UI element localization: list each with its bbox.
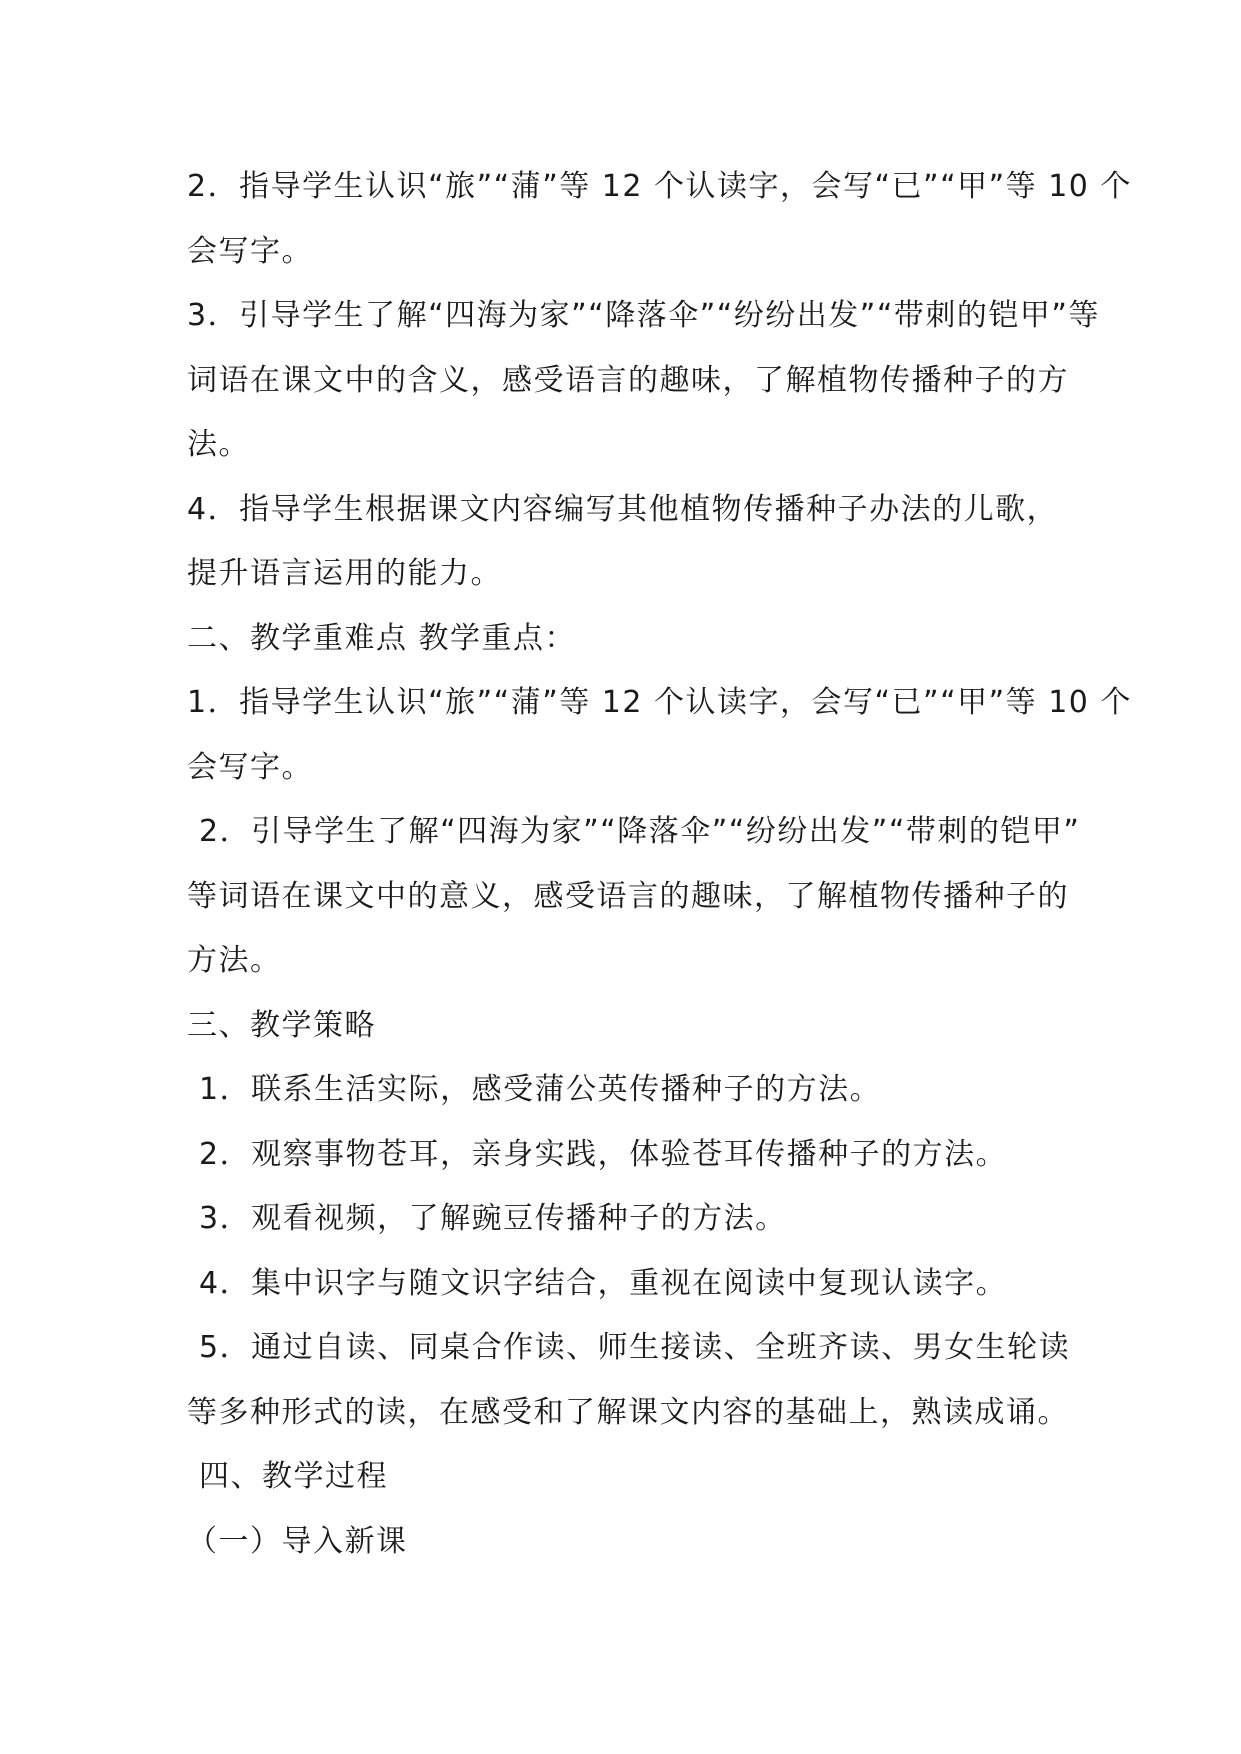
text-line: 4．指导学生根据课文内容编写其他植物传播种子办法的儿歌， [187,491,1059,527]
section-heading: 二、教学重难点 教学重点： [187,620,577,656]
text-line: 等词语在课文中的意义，感受语言的趣味，了解植物传播种子的 [187,878,1069,914]
text-line: 等多种形式的读，在感受和了解课文内容的基础上，熟读成诵。 [187,1394,1069,1430]
list-item: 1．联系生活实际，感受蒲公英传播种子的方法。 [199,1072,882,1107]
section-heading: 三、教学策略 [187,1007,376,1043]
text-line: 2．引导学生了解“四海为家”“降落伞”“纷纷出发”“带刺的铠甲” [199,814,1081,849]
list-item: 5．通过自读、同桌合作读、师生接读、全班齐读、男女生轮读 [199,1330,1071,1365]
document-body [187,155,1132,1574]
list-item: 2．观察事物苍耳，亲身实践，体验苍耳传播种子的方法。 [199,1136,1008,1172]
text-line: 提升语言运用的能力。 [187,556,502,591]
list-item: 4．集中识字与随文识字结合，重视在阅读中复现认读字。 [199,1265,1008,1301]
text-line: 词语在课文中的含义，感受语言的趣味，了解植物传播种子的方 [187,362,1069,398]
text-line: 会写字。 [187,749,313,785]
text-line: 会写字。 [187,233,313,269]
text-line: 方法。 [187,943,282,978]
subsection-heading: （一）导入新课 [187,1523,408,1559]
text-line: 1．指导学生认识“旅”“蒲”等 12 个认读字，会写“已”“甲”等 10 个 [187,685,1132,720]
list-item: 3．观看视频，了解豌豆传播种子的方法。 [199,1201,787,1236]
text-line: 2．指导学生认识“旅”“蒲”等 12 个认读字，会写“已”“甲”等 10 个 [187,169,1132,204]
text-line: 法。 [187,427,250,462]
section-heading: 四、教学过程 [199,1459,388,1494]
text-line: 3．引导学生了解“四海为家”“降落伞”“纷纷出发”“带刺的铠甲”等 [187,298,1100,333]
